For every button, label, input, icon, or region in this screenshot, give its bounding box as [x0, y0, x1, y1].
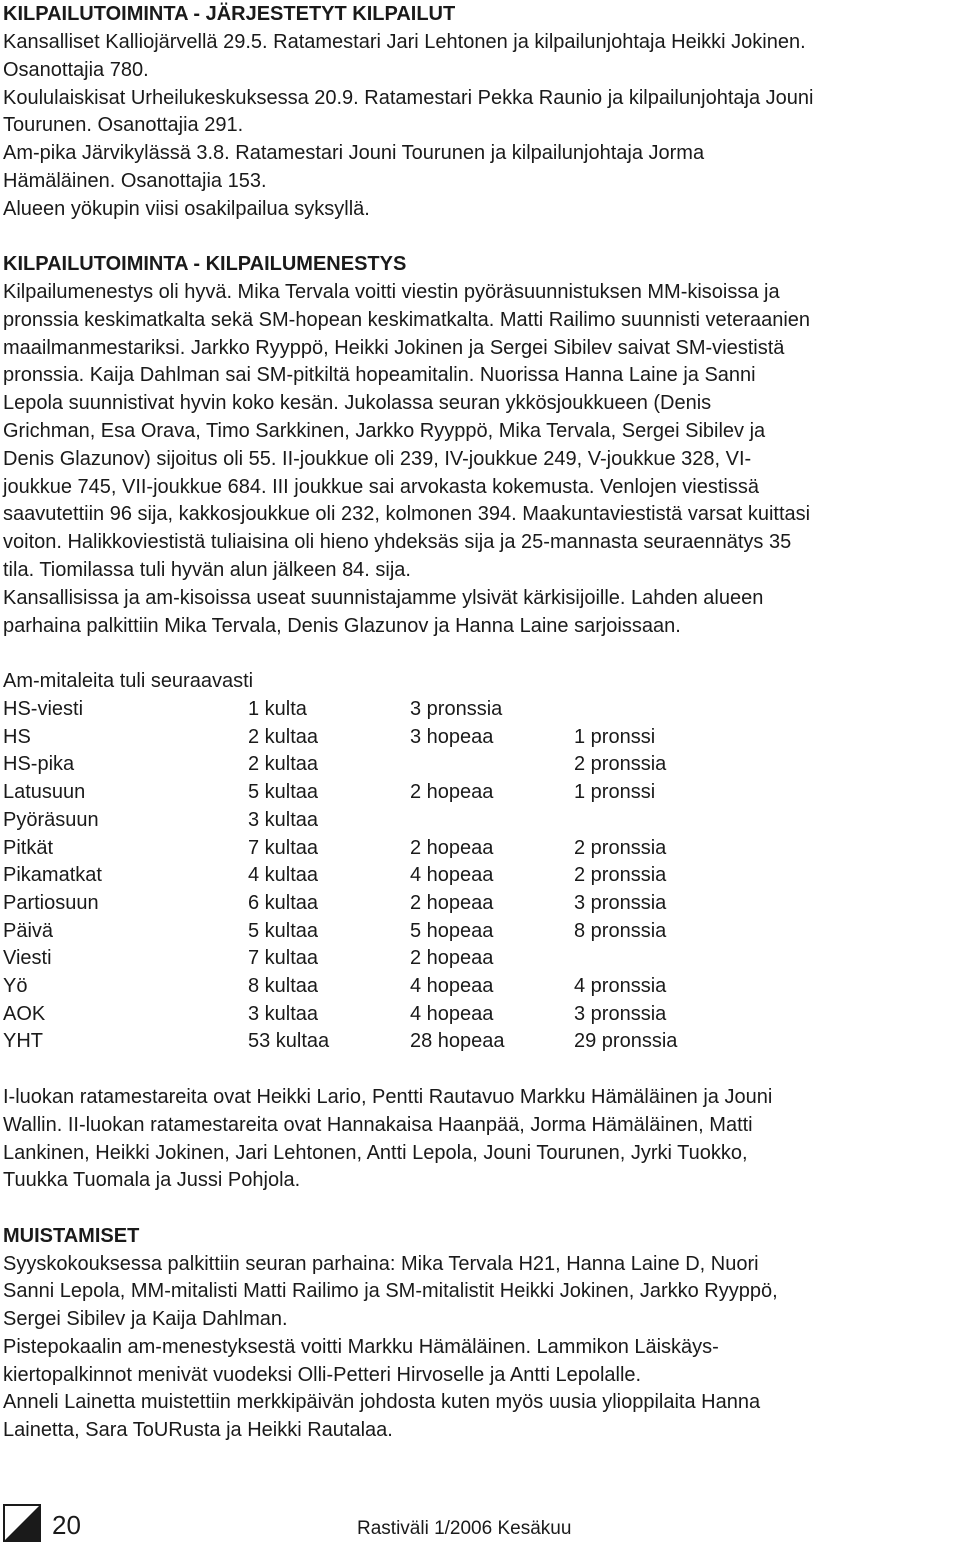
medal-bronze-cell: 8 pronssia [574, 920, 667, 942]
medal-event-cell: Yö [3, 975, 28, 997]
medal-gold-cell: 5 kultaa [248, 781, 319, 803]
medal-event-cell: Pyöräsuun [3, 809, 99, 831]
competitions-line: Osanottajia 780. [3, 59, 149, 81]
medal-event-cell: Pikamatkat [3, 864, 102, 886]
medal-silver-cell: 2 hopeaa [410, 781, 494, 803]
page-number: 20 [52, 1510, 81, 1540]
medal-gold-cell: 4 kultaa [248, 864, 319, 886]
success-line: parhaina palkittiin Mika Tervala, Denis Glazunov ja Hanna Laine sarjoissaan. [3, 615, 681, 637]
medal-event-cell: Pitkät [3, 837, 54, 859]
medal-bronze-cell: 2 pronssia [574, 837, 667, 859]
medal-gold-cell: 8 kultaa [248, 975, 319, 997]
course-setters-line: Wallin. II-luokan ratamestareita ovat Hannakaisa Haanpää, Jorma Hämäläinen, Matti [3, 1114, 753, 1136]
memories-line: Pistepokaalin am-menestyksestä voitti Markku Hämäläinen. Lammikon Läiskäys- [3, 1336, 719, 1358]
medal-gold-cell: 7 kultaa [248, 837, 319, 859]
medal-silver-cell: 4 hopeaa [410, 864, 494, 886]
magazine-issue: Rastiväli 1/2006 Kesäkuu [357, 1518, 572, 1539]
success-line: Grichman, Esa Orava, Timo Sarkkinen, Jarkko Ryyppö, Mika Tervala, Sergei Sibilev ja [3, 420, 766, 442]
memories-line: kiertopalkinnot menivät vuodeksi Olli-Petteri Hirvoselle ja Antti Lepolalle. [3, 1364, 642, 1386]
competitions-line: Tourunen. Osanottajia 291. [3, 114, 244, 136]
medal-gold-cell: 1 kulta [248, 698, 307, 720]
medal-gold-cell: 3 kultaa [248, 1003, 319, 1025]
success-line: saavutettiin 96 sija, kakkosjoukkue oli 232, kolmonen 394. Maakuntaviestistä varsat kuittasi [3, 503, 811, 525]
medals-title: Am-mitaleita tuli seuraavasti [3, 670, 254, 692]
medal-silver-cell: 4 hopeaa [410, 975, 494, 997]
medal-event-cell: Päivä [3, 920, 54, 942]
success-line: Denis Glazunov) sijoitus oli 55. II-joukkue oli 239, IV-joukkue 249, V-joukkue 328, VI- [3, 448, 752, 470]
medal-silver-cell: 2 hopeaa [410, 892, 494, 914]
medal-gold-cell: 5 kultaa [248, 920, 319, 942]
course-setters-line: Tuukka Tuomala ja Jussi Pohjola. [3, 1169, 301, 1191]
medal-bronze-cell: 2 pronssia [574, 864, 667, 886]
medal-gold-cell: 2 kultaa [248, 726, 319, 748]
medal-silver-cell: 4 hopeaa [410, 1003, 494, 1025]
memories-line: Sergei Sibilev ja Kaija Dahlman. [3, 1308, 288, 1330]
competitions-line: Alueen yökupin viisi osakilpailua syksyllä. [3, 198, 370, 220]
memories-line: Sanni Lepola, MM-mitalisti Matti Railimo ja SM-mitalistit Heikki Jokinen, Jarkko Ryyppö, [3, 1280, 778, 1302]
medal-bronze-cell: 2 pronssia [574, 753, 667, 775]
medal-bronze-cell: 3 pronssia [574, 892, 667, 914]
medal-event-cell: HS [3, 726, 31, 748]
medal-bronze-cell: 1 pronssi [574, 726, 656, 748]
medal-silver-cell: 2 hopeaa [410, 837, 494, 859]
success-line: Kilpailumenestys oli hyvä. Mika Tervala voitti viestin pyöräsuunnistuksen MM-kisoissa ja [3, 281, 780, 303]
competitions-line: Hämäläinen. Osanottajia 153. [3, 170, 267, 192]
medal-event-cell: HS-pika [3, 753, 75, 775]
medal-silver-cell: 3 pronssia [410, 698, 503, 720]
competitions-line: Kansalliset Kalliojärvellä 29.5. Ratamestari Jari Lehtonen ja kilpailunjohtaja Heikki Jokinen. [3, 31, 806, 53]
medal-gold-cell: 6 kultaa [248, 892, 319, 914]
medal-silver-cell: 3 hopeaa [410, 726, 494, 748]
competitions-heading: KILPAILUTOIMINTA - JÄRJESTETYT KILPAILUT [3, 3, 456, 25]
medal-silver-cell: 5 hopeaa [410, 920, 494, 942]
medal-gold-cell: 7 kultaa [248, 947, 319, 969]
success-line: Kansallisissa ja am-kisoissa useat suunnistajamme ylsivät kärkisijoille. Lahden alueen [3, 587, 764, 609]
success-line: maailmanmestariksi. Jarkko Ryyppö, Heikki Jokinen ja Sergei Sibilev saivat SM-viestistä [3, 337, 785, 359]
success-line: Lepola suunnistivat hyvin koko kesän. Jukolassa seuran ykkösjoukkueen (Denis [3, 392, 712, 414]
success-heading: KILPAILUTOIMINTA - KILPAILUMENESTYS [3, 253, 407, 275]
success-line: joukkue 745, VII-joukkue 684. III joukkue sai arvokasta kokemusta. Venlojen viestissä [3, 476, 759, 498]
medal-silver-cell: 2 hopeaa [410, 947, 494, 969]
medal-gold-cell: 2 kultaa [248, 753, 319, 775]
memories-line: Anneli Lainetta muistettiin merkkipäivän johdosta kuten myös uusia ylioppilaita Hanna [3, 1391, 761, 1413]
medal-event-cell: Latusuun [3, 781, 86, 803]
course-setters-line: Lankinen, Heikki Jokinen, Jari Lehtonen, Antti Lepola, Jouni Tourunen, Jyrki Tuokko, [3, 1142, 748, 1164]
success-line: pronssia keskimatkalta sekä SM-hopean keskimatkalta. Matti Railimo suunnisti veteraanien [3, 309, 811, 331]
medal-event-cell: HS-viesti [3, 698, 84, 720]
medal-bronze-cell: 29 pronssia [574, 1030, 678, 1052]
competitions-line: Koululaiskisat Urheilukeskuksessa 20.9. Ratamestari Pekka Raunio ja kilpailunjohtaja Jouni [3, 87, 814, 109]
medal-event-cell: YHT [3, 1030, 43, 1052]
success-line: voiton. Halikkoviestistä tuliaisina oli hieno yhdeksäs sija ja 25-mannasta seuraennätys 35 [3, 531, 792, 553]
medal-silver-cell: 28 hopeaa [410, 1030, 505, 1052]
medal-event-cell: AOK [3, 1003, 46, 1025]
medal-event-cell: Partiosuun [3, 892, 99, 914]
memories-line: Lainetta, Sara ToURusta ja Heikki Rautalaa. [3, 1419, 393, 1441]
memories-heading: MUISTAMISET [3, 1225, 140, 1247]
medal-gold-cell: 53 kultaa [248, 1030, 330, 1052]
medal-bronze-cell: 1 pronssi [574, 781, 656, 803]
medal-event-cell: Viesti [3, 947, 52, 969]
success-line: tila. Tiomilassa tuli hyvän alun jälkeen 84. sija. [3, 559, 411, 581]
medal-bronze-cell: 4 pronssia [574, 975, 667, 997]
medal-bronze-cell: 3 pronssia [574, 1003, 667, 1025]
competitions-line: Am-pika Järvikylässä 3.8. Ratamestari Jouni Tourunen ja kilpailunjohtaja Jorma [3, 142, 705, 164]
orienteering-flag-icon [3, 1504, 41, 1542]
medal-gold-cell: 3 kultaa [248, 809, 319, 831]
success-line: pronssia. Kaija Dahlman sai SM-pitkiltä hopeamitalin. Nuorissa Hanna Laine ja Sanni [3, 364, 756, 386]
course-setters-line: I-luokan ratamestareita ovat Heikki Lario, Pentti Rautavuo Markku Hämäläinen ja Jouni [3, 1086, 773, 1108]
memories-line: Syyskokouksessa palkittiin seuran parhaina: Mika Tervala H21, Hanna Laine D, Nuori [3, 1253, 759, 1275]
